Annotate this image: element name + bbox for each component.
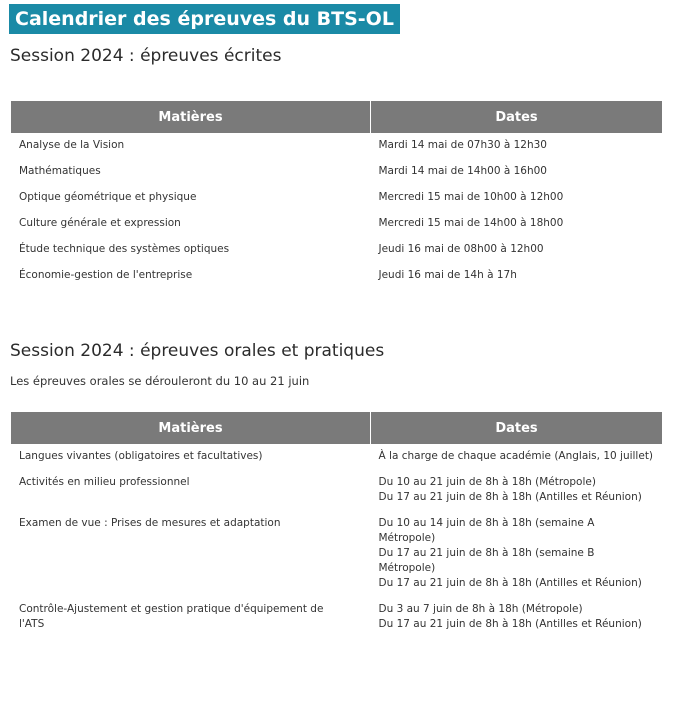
cell-date xyxy=(371,470,663,511)
cell-date: Mercredi 15 mai de 10h00 à 12h00 xyxy=(378,191,564,203)
date-line: Du 17 au 21 juin de 8h à 18h (Antilles et Réunion) xyxy=(378,491,642,503)
date-line: Du 17 au 21 juin de 8h à 18h (semaine B xyxy=(378,547,595,559)
table-row xyxy=(11,159,662,185)
table-row xyxy=(11,185,662,211)
table-row xyxy=(11,511,662,597)
cell-date: Mardi 14 mai de 07h30 à 12h30 xyxy=(378,139,547,151)
table-row xyxy=(11,133,662,159)
table-row xyxy=(11,263,662,289)
cell-matiere: Mathématiques xyxy=(19,165,101,177)
date-line: Du 17 au 21 juin de 8h à 18h (Antilles et Réunion) xyxy=(378,577,642,589)
table-row xyxy=(11,237,662,263)
table-row xyxy=(11,597,662,638)
cell-date: Mercredi 15 mai de 14h00 à 18h00 xyxy=(378,217,564,229)
column-header-dates: Dates xyxy=(371,101,663,133)
section-heading-ecrits: Session 2024 : épreuves écrites xyxy=(10,46,282,66)
intro-text: Les épreuves orales se dérouleront du 10 au 21 juin xyxy=(10,374,310,388)
cell-matiere xyxy=(11,470,371,511)
matiere-line: Activités en milieu professionnel xyxy=(19,476,190,488)
table-row xyxy=(11,470,662,511)
cell-matiere: Analyse de la Vision xyxy=(19,139,125,151)
cell-matiere xyxy=(11,597,371,638)
cell-date xyxy=(371,597,663,638)
section-heading-oraux: Session 2024 : épreuves orales et pratiques xyxy=(10,341,385,361)
cell-date: Jeudi 16 mai de 14h à 17h xyxy=(378,269,517,281)
column-header-matieres: Matières xyxy=(11,412,371,444)
table-ecrits xyxy=(11,101,662,289)
matiere-line: l'ATS xyxy=(19,618,45,630)
cell-date xyxy=(371,444,663,470)
date-line: Du 10 au 21 juin de 8h à 18h (Métropole) xyxy=(378,476,596,488)
column-header-dates: Dates xyxy=(371,412,663,444)
date-line: Métropole) xyxy=(378,532,436,544)
table-row xyxy=(11,444,662,470)
date-line: Du 3 au 7 juin de 8h à 18h (Métropole) xyxy=(378,603,583,615)
cell-date: Jeudi 16 mai de 08h00 à 12h00 xyxy=(378,243,544,255)
cell-matiere: Étude technique des systèmes optiques xyxy=(19,243,230,255)
page-title: Calendrier des épreuves du BTS-OL xyxy=(9,4,400,34)
cell-matiere xyxy=(11,444,371,470)
cell-matiere: Culture générale et expression xyxy=(19,217,181,229)
table-row xyxy=(11,211,662,237)
cell-matiere xyxy=(11,511,371,597)
table-oraux xyxy=(11,412,662,638)
date-line: Du 10 au 14 juin de 8h à 18h (semaine A xyxy=(378,517,595,529)
cell-matiere: Économie-gestion de l'entreprise xyxy=(19,269,193,281)
date-line: Métropole) xyxy=(378,562,436,574)
cell-date: Mardi 14 mai de 14h00 à 16h00 xyxy=(378,165,547,177)
date-line: À la charge de chaque académie (Anglais, 10 juillet) xyxy=(378,450,654,462)
cell-date xyxy=(371,511,663,597)
matiere-line: Langues vivantes (obligatoires et facultatives) xyxy=(19,450,263,462)
cell-matiere: Optique géométrique et physique xyxy=(19,191,197,203)
date-line: Du 17 au 21 juin de 8h à 18h (Antilles et Réunion) xyxy=(378,618,642,630)
column-header-matieres: Matières xyxy=(11,101,371,133)
matiere-line: Contrôle-Ajustement et gestion pratique d'équipement de xyxy=(19,603,324,615)
matiere-line: Examen de vue : Prises de mesures et adaptation xyxy=(19,517,281,529)
